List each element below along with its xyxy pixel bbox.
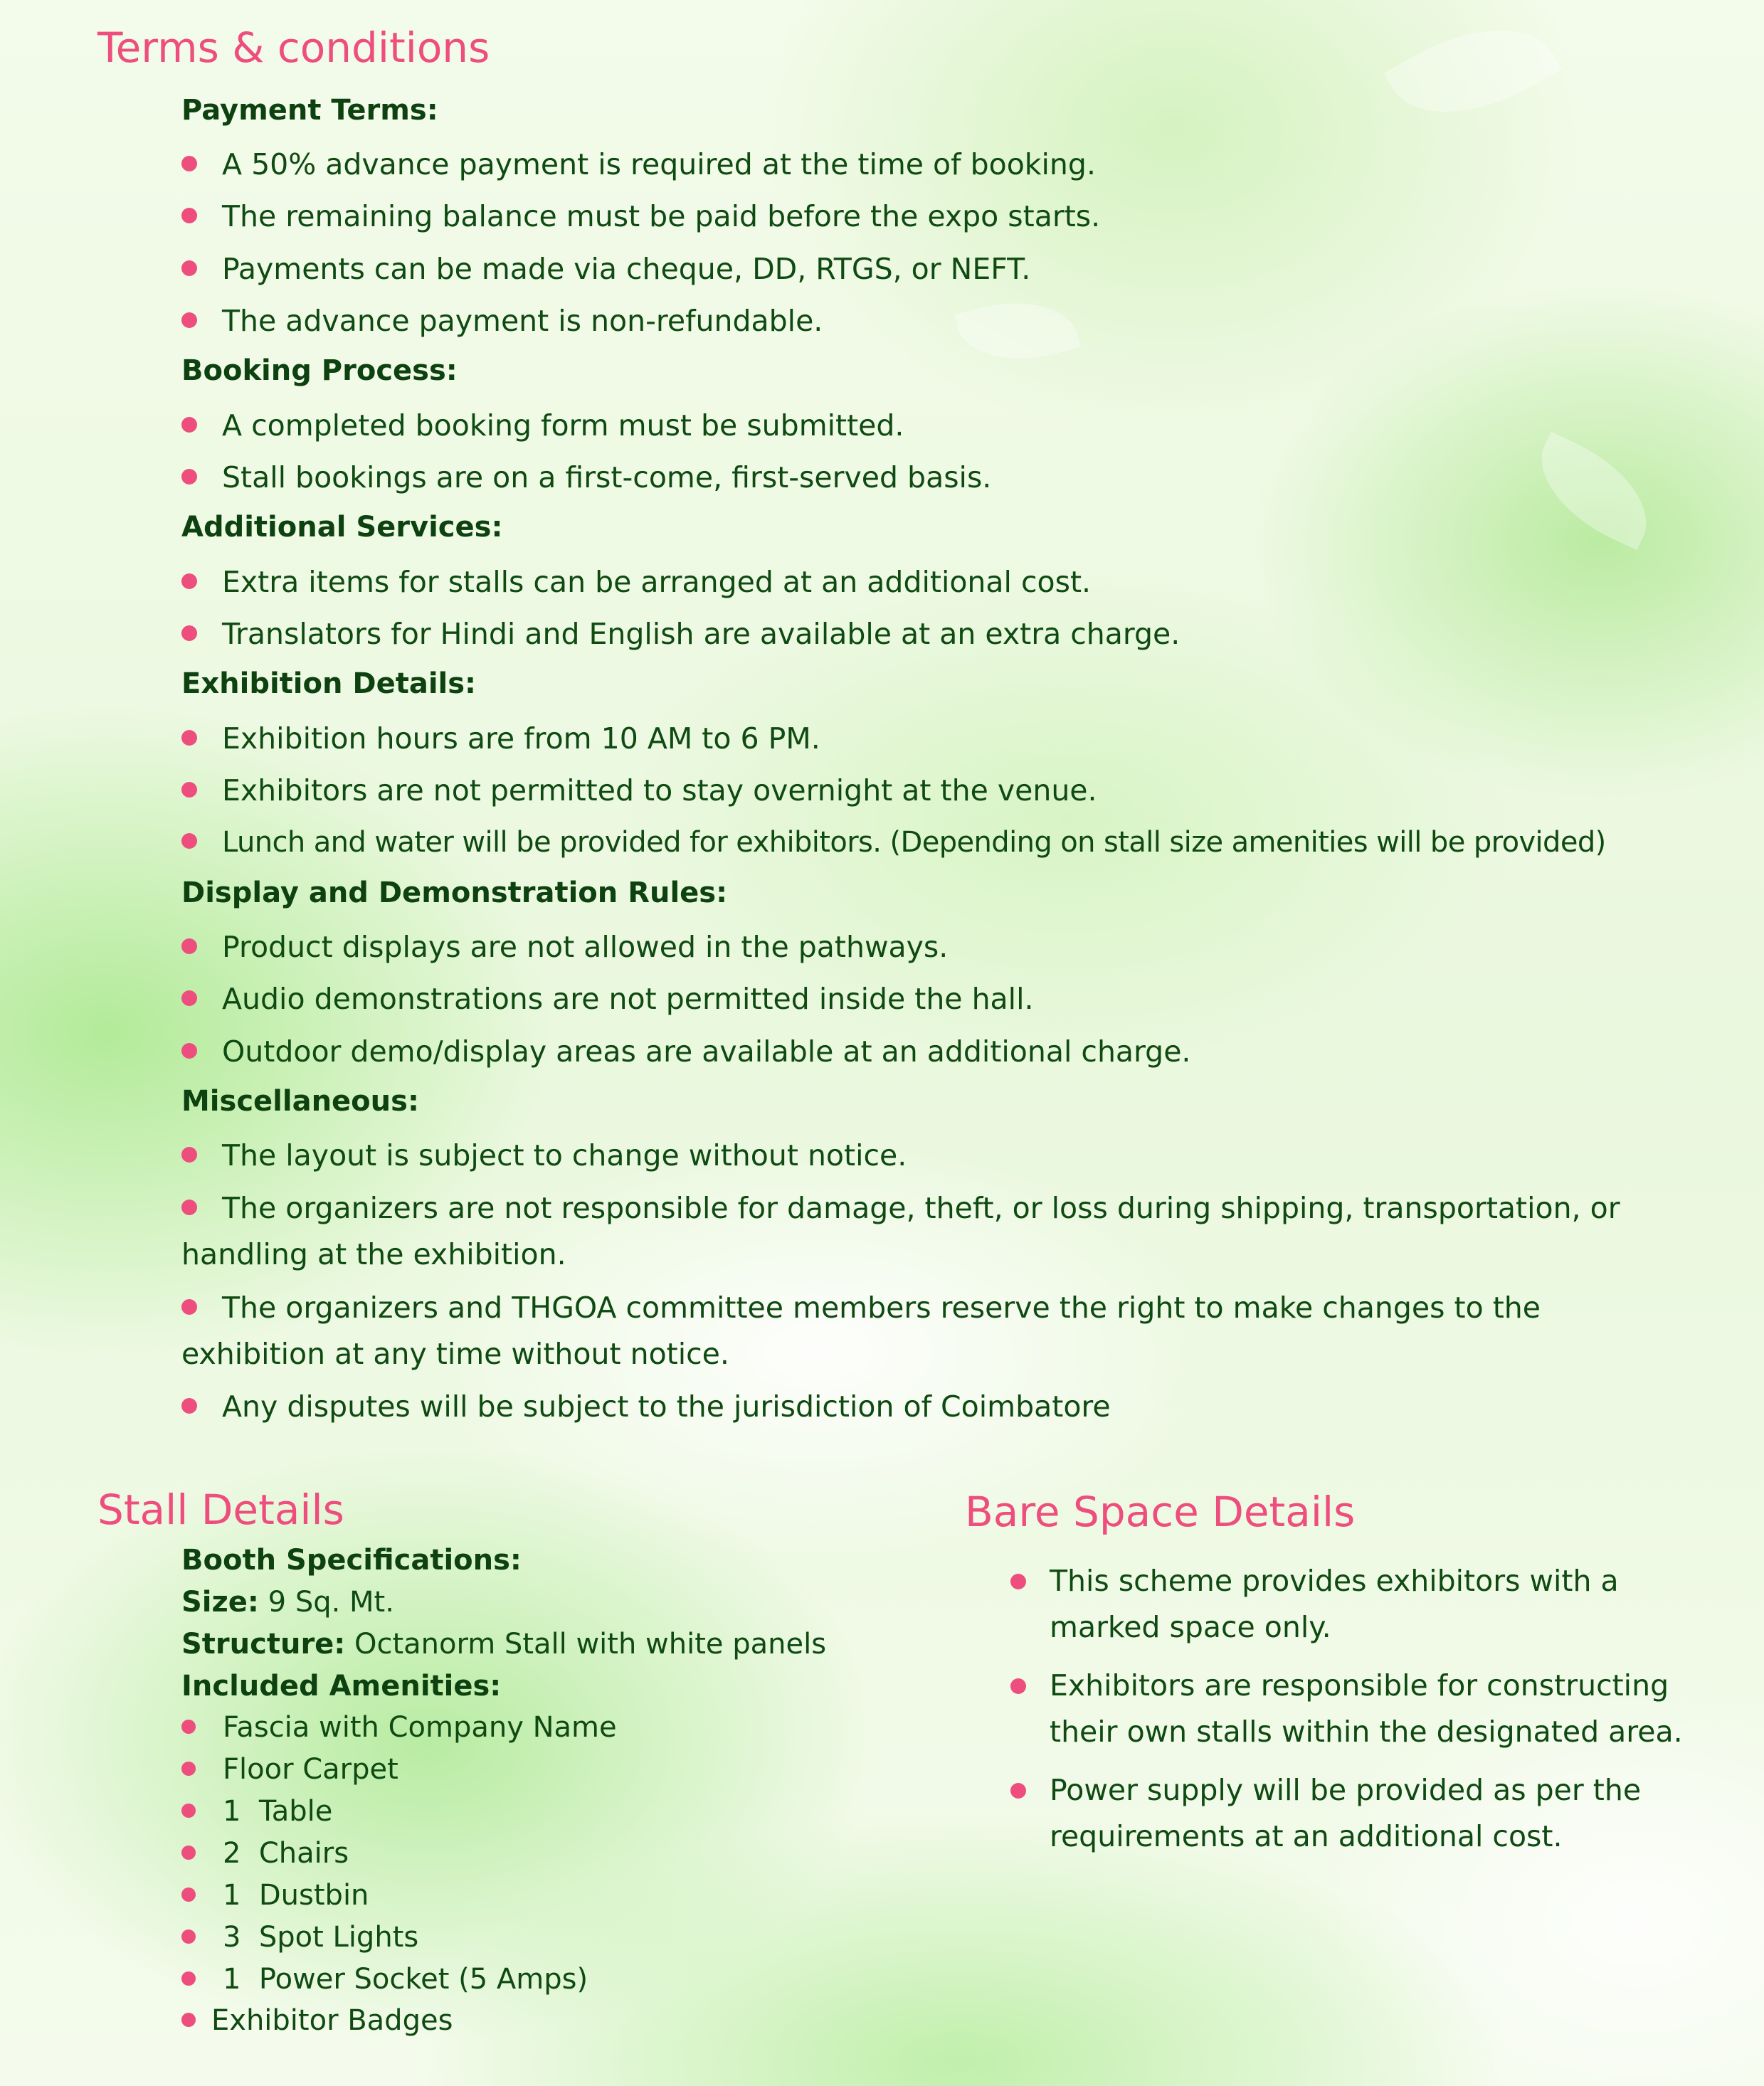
bullet-icon (181, 1299, 197, 1315)
bullet-icon (181, 2013, 196, 2027)
section-heading-exhibition-details: Exhibition Details: (181, 667, 477, 700)
list-item: Outdoor demo/display areas are available at an additional charge. (181, 1029, 1190, 1075)
bullet-icon (181, 1888, 196, 1902)
list-item: Extra items for stalls can be arranged at an additional cost. (181, 559, 1091, 605)
terms-title: Terms & conditions (97, 23, 490, 72)
section-heading-display-rules: Display and Demonstration Rules: (181, 877, 728, 909)
amenity-item: 1 Power Socket (5 Amps) (181, 1963, 588, 1996)
bullet-icon (181, 573, 197, 589)
bullet-icon (181, 1762, 196, 1776)
bullet-icon (181, 1043, 197, 1059)
list-item: A completed booking form must be submitted. (181, 403, 904, 449)
amenity-item: 3 Spot Lights (181, 1921, 418, 1954)
list-item: Translators for Hindi and English are available at an extra charge. (181, 611, 1180, 657)
bullet-icon (181, 156, 197, 171)
bullet-icon (1010, 1574, 1026, 1589)
bullet-icon (1010, 1678, 1026, 1694)
bullet-icon (181, 625, 197, 641)
bullet-icon (181, 730, 197, 746)
bullet-icon (181, 833, 197, 849)
bullet-icon (181, 990, 197, 1006)
bare-space-item: This scheme provides exhibitors with a marked space only. (1050, 1558, 1690, 1651)
bullet-icon (181, 208, 197, 223)
list-item: Lunch and water will be provided for exhibitors. (Depending on stall size amenities will be provided) (181, 820, 1606, 866)
section-heading-miscellaneous: Miscellaneous: (181, 1085, 419, 1118)
booth-size (181, 1586, 394, 1619)
section-heading-booking: Booking Process: (181, 354, 458, 387)
bullet-icon (181, 1971, 196, 1986)
bullet-icon (181, 312, 197, 328)
bare-space-item: Exhibitors are responsible for constructing their own stalls within the designated area. (1050, 1663, 1718, 1755)
list-item: The remaining balance must be paid before the expo starts. (181, 194, 1100, 240)
bullet-icon (181, 260, 197, 276)
bullet-icon (181, 1398, 197, 1414)
bullet-icon (181, 1720, 196, 1734)
amenity-item: 2 Chairs (181, 1837, 349, 1870)
bullet-icon (1010, 1783, 1026, 1799)
background-leaf (1521, 432, 1667, 551)
section-heading-additional-services: Additional Services: (181, 511, 503, 544)
bullet-icon (181, 417, 197, 433)
bullet-icon (181, 1804, 196, 1818)
section-heading-payment: Payment Terms: (181, 94, 438, 127)
booth-size-value: 9 Sq. Mt. (258, 1586, 394, 1619)
booth-specifications-heading: Booth Specifications: (181, 1544, 522, 1577)
bullet-icon (181, 1200, 197, 1215)
list-item: The organizers are not responsible for damage, theft, or loss during shipping, transportation, or handling at the exhibition. (181, 1191, 1620, 1271)
bare-space-title: Bare Space Details (965, 1488, 1356, 1536)
bullet-icon (181, 938, 197, 954)
bullet-icon (181, 1846, 196, 1860)
list-item: The advance payment is non-refundable. (181, 298, 823, 344)
amenity-item: 1 Table (181, 1795, 332, 1828)
amenity-item: Exhibitor Badges (181, 2004, 453, 2037)
bare-space-item: Power supply will be provided as per the requirements at an additional cost. (1050, 1767, 1690, 1860)
background-leaf (1384, 0, 1563, 147)
list-item: The organizers and THGOA committee members reserve the right to make changes to the exhibition at any time without notice. (181, 1291, 1541, 1371)
list-item: Audio demonstrations are not permitted inside the hall. (181, 976, 1034, 1022)
list-item: Stall bookings are on a first-come, first-served basis. (181, 455, 991, 501)
bullet-icon (181, 1147, 197, 1163)
list-item: The layout is subject to change without notice. (181, 1133, 907, 1179)
list-item: Any disputes will be subject to the jurisdiction of Coimbatore (181, 1384, 1111, 1430)
stall-details-title: Stall Details (97, 1486, 344, 1534)
booth-structure-label: Structure: (181, 1628, 346, 1661)
amenity-item: Fascia with Company Name (181, 1711, 617, 1744)
booth-structure-value: Octanorm Stall with white panels (345, 1628, 827, 1661)
bullet-icon (181, 1929, 196, 1944)
included-amenities-heading: Included Amenities: (181, 1670, 502, 1703)
amenity-item: Floor Carpet (181, 1753, 398, 1786)
list-item: Exhibition hours are from 10 AM to 6 PM. (181, 716, 820, 762)
amenity-item: 1 Dustbin (181, 1879, 369, 1912)
bullet-icon (181, 782, 197, 798)
list-item: Payments can be made via cheque, DD, RTGS, or NEFT. (181, 246, 1030, 292)
list-item: Product displays are not allowed in the pathways. (181, 924, 948, 970)
booth-size-label: Size: (181, 1586, 259, 1619)
booth-structure (181, 1628, 826, 1661)
list-item: A 50% advance payment is required at the time of booking. (181, 142, 1096, 188)
background-leaf (954, 285, 1081, 376)
list-item: Exhibitors are not permitted to stay overnight at the venue. (181, 768, 1097, 814)
bullet-icon (181, 469, 197, 485)
